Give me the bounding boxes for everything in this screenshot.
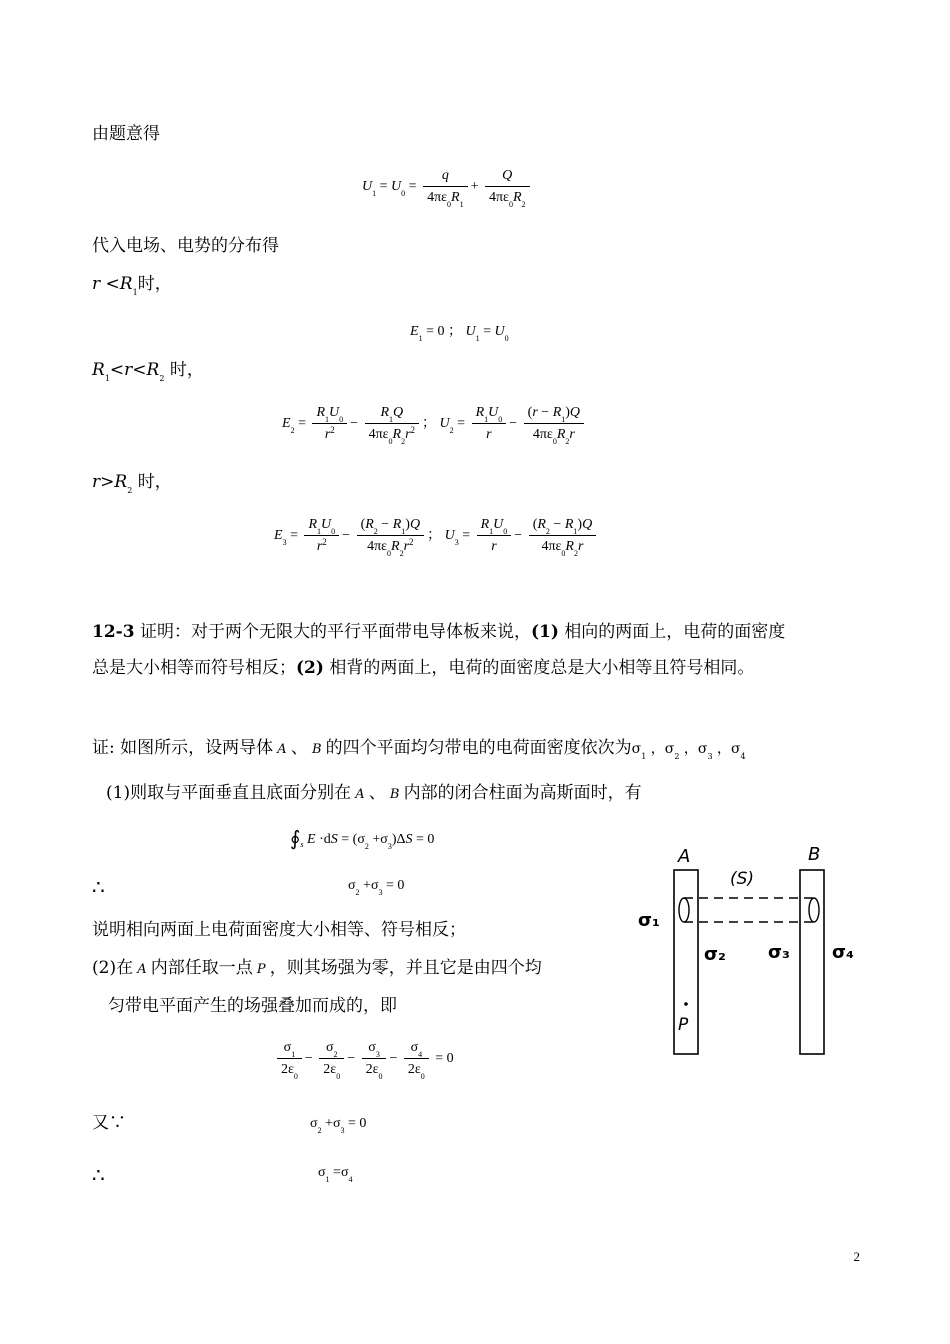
condition-line: $r>R_2$ 时， xyxy=(92,472,172,495)
text: (2)在 xyxy=(92,958,134,978)
text: (2) xyxy=(296,658,324,678)
text: 、 xyxy=(290,738,308,758)
text-line: 由题意得 xyxy=(92,124,160,144)
cylinder-right-cap xyxy=(809,898,819,922)
label-sigma2: σ₂ xyxy=(704,944,726,965)
text: 证: 如图所示，设两导体 xyxy=(92,738,274,758)
text: 时， xyxy=(137,472,172,492)
proof-line1: 证: 如图所示，设两导体 A 、 B 的四个平面均匀带电的电荷面密度依次为$\sigma_1$ ，$\sigma_2$ ，$\sigma_3$ ，$\sigma_4$ xyxy=(92,738,746,761)
label-sigma1: σ₁ xyxy=(638,910,660,931)
point-p-dot xyxy=(684,1002,688,1006)
equation-region3: $E_3$ = $\frac{R_1U_0}{r^2}$ − $\frac{(R_2 - R_1)Q}{4\pi\varepsilon_0R_2r^2}$ ； $U_3$ = $\frac{R_1U_0}{r}$ − $\frac{(R_2 - R_1)Q}{4\pi\varepsilon_0R_2r}$ xyxy=(274,517,599,555)
text: 时， xyxy=(169,360,204,380)
text: 内部的闭合柱面为高斯面时，有 xyxy=(403,783,642,803)
text: 时， xyxy=(137,274,172,294)
label-a: A xyxy=(678,846,691,867)
equation-result: $\sigma_1 =\sigma_4$ xyxy=(318,1165,353,1184)
equation-sum2: $\sigma_2 +\sigma_3 = 0$ xyxy=(310,1116,367,1135)
therefore-symbol: ∴ xyxy=(92,875,105,899)
proof-line2: (1)则取与平面垂直且底面分别在 A 、 B 内部的闭合柱面为高斯面时，有 xyxy=(106,783,642,803)
cylinder-left-cap xyxy=(679,898,689,922)
label-sigma3: σ₃ xyxy=(768,942,790,963)
label-p: P xyxy=(678,1015,689,1035)
text: 相向的两面上，电荷的面密度 xyxy=(558,622,786,642)
condition-line: $r <R_1$时， xyxy=(92,274,172,297)
text-line: 代入电场、电势的分布得 xyxy=(92,236,279,256)
proof-line3: 说明相向两面上电荷面密度大小相等、符号相反； xyxy=(92,920,466,940)
text: 内部任取一点 xyxy=(150,958,253,978)
condition-line: $R_1<r<R_2$ 时， xyxy=(92,360,204,383)
text: 证明：对于两个无限大的平行平面带电导体板来说， xyxy=(134,622,531,642)
because-line: 又∵ xyxy=(92,1113,126,1133)
equation-region2: $E_2$ = $\frac{R_1U_0}{r^2}$ − $\frac{R_1Q}{4\pi\varepsilon_0R_2r^2}$ ； $U_2$ = $\frac{R_1U_0}{r}$ − $\frac{(r - R_1)Q}{4\pi\varepsilon_0R_2r}$ xyxy=(282,405,587,443)
text: (1) xyxy=(530,622,559,642)
page-number: 2 xyxy=(853,1249,860,1264)
equation-superposition: $\frac{\sigma_1}{2\varepsilon_0}$ − $\frac{\sigma_2}{2\varepsilon_0}$ − $\frac{\sigma_3}{2\varepsilon_0}$ − $\frac{\sigma_4}{2\varepsilon_0}$ = 0 xyxy=(274,1040,454,1078)
text: 的四个平面均匀带电的电荷面密度依次为 xyxy=(325,738,632,758)
label-sigma4: σ₄ xyxy=(832,942,854,963)
label-b: B xyxy=(808,844,821,865)
equation-potential: $U_1 = U_0$ = $\frac{q}{4\pi\varepsilon_0R_1}$ + $\frac{Q}{4\pi\varepsilon_0R_2}$ xyxy=(362,168,533,206)
label-s: (S) xyxy=(730,869,755,889)
problem-statement-line2 xyxy=(92,658,754,678)
proof-line5: 匀带电平面产生的场强叠加而成的，即 xyxy=(108,996,397,1016)
therefore-symbol: ∴ xyxy=(92,1163,105,1187)
equation-sum: $\sigma_2 +\sigma_3 = 0$ xyxy=(348,878,405,897)
problem-number: 12-3 xyxy=(92,622,135,642)
problem-statement-line1 xyxy=(92,622,785,642)
text: ，则其场强为零，并且它是由四个均 xyxy=(269,958,542,978)
proof-line4: (2)在 A 内部任取一点 P ，则其场强为零，并且它是由四个均 xyxy=(92,958,542,978)
text: 相背的两面上，电荷的面密度总是大小相等且符号相同。 xyxy=(323,658,755,678)
text: (1)则取与平面垂直且底面分别在 xyxy=(106,783,352,803)
equation-gauss: $∮_s$ $E \cdot dS = (\sigma_2 +\sigma_3)\Delta S = 0$ xyxy=(290,828,435,851)
text: 总是大小相等而符号相反； xyxy=(92,658,296,678)
text: 、 xyxy=(368,783,386,803)
conductor-plates-figure xyxy=(628,838,868,1072)
equation-region1: $E_1 = 0$ ； $U_1 = U_0$ xyxy=(410,324,509,343)
